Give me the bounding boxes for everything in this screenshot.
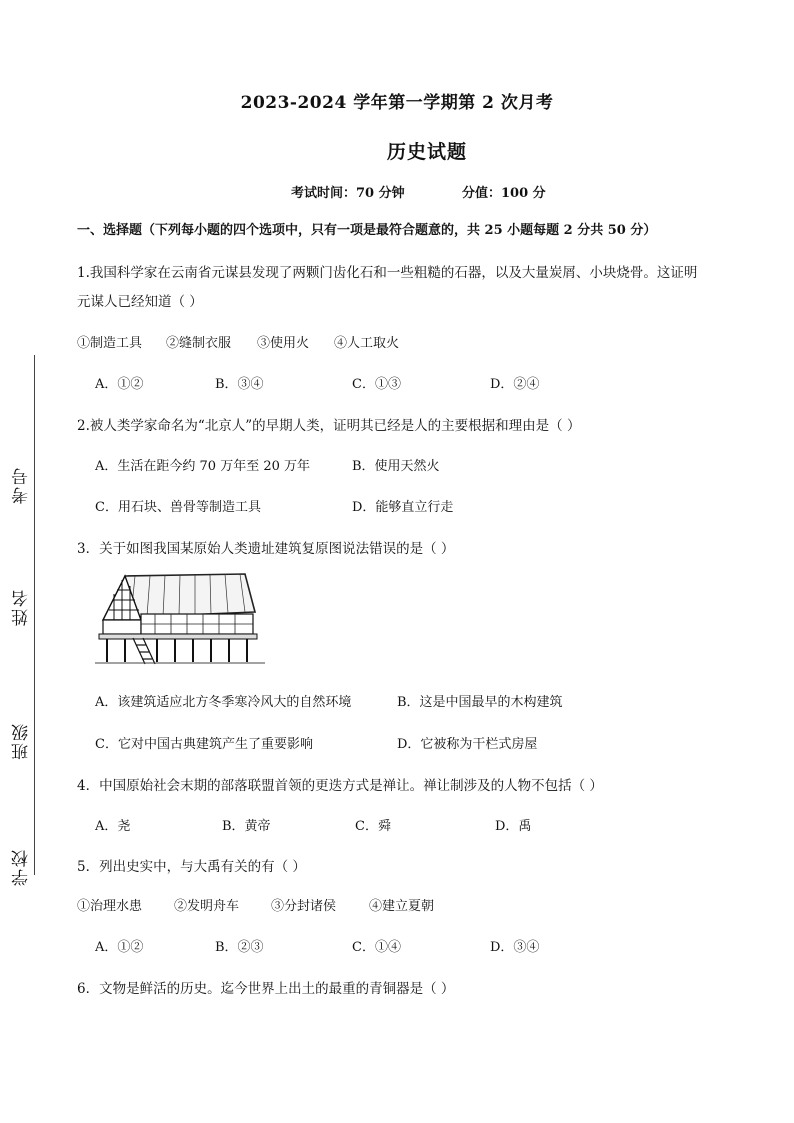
q5-item-3: ③分封诸侯 (271, 899, 337, 914)
subject-title: 历史试题 (386, 141, 467, 163)
name-label: 姓名 (12, 588, 32, 626)
q4-stem: 4．中国原始社会末期的部落联盟首领的更迭方式是禅让。禅让制涉及的人物不包括（ ） (77, 778, 603, 794)
exam-score: 分值：100 分 (462, 186, 546, 201)
q5-option-c[interactable]: C．①④ (352, 940, 401, 955)
q6-stem: 6．文物是鲜活的历史。迄今世界上出土的最重的青铜器是（ ） (77, 981, 455, 997)
q4-option-b[interactable]: B．黄帝 (222, 819, 271, 834)
q1-stem-line1: 1.我国科学家在云南省元谋县发现了两颗门齿化石和一些粗糙的石器，以及大量炭屑、小块烧骨。这证明 (77, 265, 698, 281)
exam-title: 2023-2024 学年第一学期第 2 次月考 (240, 93, 554, 113)
q1-item-2: ②缝制衣服 (166, 336, 232, 351)
q5-option-b[interactable]: B．②③ (215, 940, 264, 955)
q2-option-c[interactable]: C．用石块、兽骨等制造工具 (95, 500, 261, 515)
q1-item-3: ③使用火 (257, 336, 310, 351)
q3-option-c[interactable]: C．它对中国古典建筑产生了重要影响 (95, 737, 313, 752)
stilt-house-illustration (95, 566, 265, 666)
school-label: 学校 (12, 848, 32, 886)
q2-option-a[interactable]: A．生活在距今约 70 万年至 20 万年 (95, 459, 311, 474)
binding-line (34, 355, 35, 875)
q5-item-2: ②发明舟车 (174, 899, 240, 914)
section-heading: 一、选择题（下列每小题的四个选项中，只有一项是最符合题意的，共 25 小题每题 2 分共 50 分） (77, 223, 657, 238)
class-label: 班级 (12, 722, 32, 760)
q5-item-1: ①治理水患 (77, 899, 143, 914)
q1-item-1: ①制造工具 (77, 336, 143, 351)
q5-item-4: ④建立夏朝 (369, 899, 435, 914)
q2-option-d[interactable]: D．能够直立行走 (352, 500, 454, 515)
q1-item-4: ④人工取火 (334, 336, 400, 351)
q5-stem: 5．列出史实中，与大禹有关的有（ ） (77, 859, 306, 875)
q5-option-d[interactable]: D．③④ (490, 940, 540, 955)
q2-option-b[interactable]: B．使用天然火 (352, 459, 440, 474)
q5-option-a[interactable]: A．①② (95, 940, 144, 955)
q1-option-a[interactable]: A．①② (95, 377, 144, 392)
q4-option-a[interactable]: A．尧 (95, 819, 131, 834)
q3-option-a[interactable]: A．该建筑适应北方冬季寒冷风大的自然环境 (95, 695, 352, 710)
q1-stem-line2: 元谋人已经知道（ ） (77, 294, 203, 310)
q4-option-d[interactable]: D．禹 (495, 819, 532, 834)
q1-option-b[interactable]: B．③④ (215, 377, 264, 392)
exam-time: 考试时间：70 分钟 (291, 186, 405, 201)
q3-option-d[interactable]: D．它被称为干栏式房屋 (397, 737, 538, 752)
q3-option-b[interactable]: B．这是中国最早的木构建筑 (397, 695, 563, 710)
q1-option-c[interactable]: C．①③ (352, 377, 401, 392)
q2-stem: 2.被人类学家命名为“北京人”的早期人类，证明其已经是人的主要根据和理由是（ ） (77, 418, 581, 434)
exam-number-label: 考号 (12, 466, 32, 504)
q4-option-c[interactable]: C．舜 (355, 819, 391, 834)
q1-option-d[interactable]: D．②④ (490, 377, 540, 392)
q3-stem: 3．关于如图我国某原始人类遗址建筑复原图说法错误的是（ ） (77, 541, 455, 557)
